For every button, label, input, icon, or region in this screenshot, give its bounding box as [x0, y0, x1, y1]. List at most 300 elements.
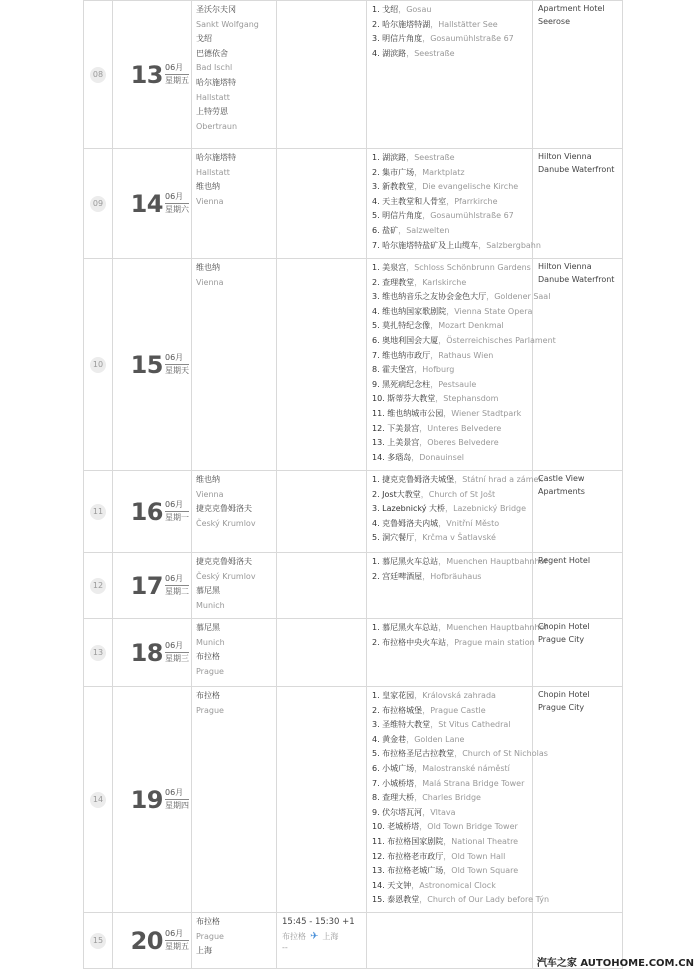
month-weekday: [165, 63, 189, 86]
spot-item: [372, 3, 522, 18]
spot-local-name: Královská zahrada: [422, 691, 496, 700]
spot-local-name: Oberes Belvedere: [427, 438, 499, 448]
spot-local-name: Muenchen Hauptbahnhof: [446, 557, 548, 566]
spot-local-name: Krčma v Šatlavské: [422, 533, 496, 543]
spot-separator: ，: [435, 394, 444, 404]
spot-item: [372, 378, 522, 393]
spot-separator: ，: [419, 423, 428, 433]
date-group: [113, 638, 191, 667]
route-to: 上海: [322, 931, 339, 941]
month-weekday: [165, 574, 189, 597]
date-cell: [113, 1, 192, 149]
city-cell: [192, 687, 277, 913]
spot-local-name: Seestraße: [414, 48, 455, 58]
spot-name: 3. 明信片角度: [372, 34, 423, 44]
day-index-cell: [84, 619, 113, 687]
spot-separator: ，: [438, 518, 447, 528]
table-row: [84, 259, 623, 471]
spot-item: [372, 349, 522, 364]
spot-separator: ，: [414, 793, 423, 803]
date-group: [113, 497, 191, 526]
city-name-en: Vienna: [196, 489, 224, 499]
spot-local-name: Hofbräuhaus: [430, 571, 482, 581]
spot-item: [372, 879, 522, 894]
spot-name: 13. 布拉格老城广场: [372, 866, 444, 876]
month-weekday: [165, 641, 189, 664]
date-cell: [113, 687, 192, 913]
spot-name: 2. Jost大教堂: [372, 489, 421, 499]
hotel-name-line: Regent Hotel: [538, 556, 591, 565]
spot-local-name: Gosaumühlstraße 67: [430, 34, 514, 44]
day-index-badge: 14: [90, 792, 106, 808]
spot-separator: ，: [438, 623, 447, 632]
spot-item: [372, 555, 548, 570]
spot-item: [372, 893, 550, 908]
spot-local-name: Mozart Denkmal: [438, 321, 504, 331]
date-group: [113, 785, 191, 814]
table-row: [84, 471, 623, 553]
spot-name: 2. 宫廷啤酒屋: [372, 571, 423, 581]
date-group: [113, 60, 191, 89]
spot-local-name: Prague Castle: [430, 705, 486, 715]
day-index-cell: [84, 259, 113, 471]
spot-name: 4. 维也纳国家歌剧院: [372, 306, 447, 316]
spot-local-name: Malostranské náměstí: [422, 763, 510, 773]
spot-separator: ，: [446, 637, 455, 647]
city-name-cn: 上特劳恩: [196, 107, 228, 117]
spot-separator: ，: [430, 720, 439, 730]
day-index-cell: [84, 687, 113, 913]
spot-separator: ，: [414, 182, 423, 192]
spot-item: [372, 290, 551, 305]
spot-local-name: Pfarrkirche: [454, 196, 498, 206]
city-name-en: Bad Ischl: [196, 63, 233, 73]
spot-local-name: Seestraße: [414, 153, 455, 162]
city-cell: [192, 1, 277, 149]
spots-cell: [367, 619, 548, 687]
spot-separator: ，: [446, 306, 455, 316]
spot-separator: ，: [430, 19, 439, 29]
spot-separator: ，: [414, 533, 423, 543]
spot-local-name: Hallstätter See: [438, 19, 498, 29]
spot-separator: ，: [454, 475, 463, 484]
city-name-cn: 维也纳: [196, 475, 220, 484]
spot-separator: ，: [430, 350, 439, 360]
spot-local-name: Die evangelische Kirche: [422, 182, 519, 192]
spot-local-name: Charles Bridge: [422, 793, 481, 803]
day-number: 14: [130, 189, 163, 218]
spot-name: 2. 查理教堂: [372, 277, 415, 287]
spot-item: [372, 239, 541, 254]
spot-local-name: Astronomical Clock: [419, 880, 496, 890]
transport-cell: [277, 259, 367, 471]
spot-name: 3. 圣维特大教堂: [372, 720, 431, 730]
spot-item: [372, 733, 522, 748]
month-label: 06月: [165, 63, 189, 75]
spot-item: [372, 850, 522, 865]
city-cell: [192, 149, 277, 259]
month-label: 06月: [165, 500, 189, 512]
flight-route: [282, 930, 366, 945]
spot-item: [372, 762, 522, 777]
spot-separator: ，: [486, 292, 495, 302]
spot-local-name: Hofburg: [422, 365, 455, 375]
spot-item: [372, 18, 522, 33]
spots-cell: [367, 913, 533, 969]
spot-name: 2. 集市广场: [372, 167, 415, 177]
city-name-en: Český Krumlov: [196, 518, 256, 528]
spot-separator: ，: [430, 321, 439, 331]
month-weekday: [165, 500, 189, 523]
table-row: [84, 1, 623, 149]
spot-separator: ，: [445, 504, 454, 514]
spot-separator: ，: [398, 225, 407, 235]
route-more: --: [282, 943, 288, 953]
date-cell: [113, 913, 192, 969]
spot-local-name: Pestsaule: [438, 379, 477, 389]
spot-name: 13. 上美景宫: [372, 438, 420, 448]
spot-separator: ，: [398, 5, 407, 14]
spot-separator: ，: [478, 240, 487, 250]
day-number: 19: [130, 785, 163, 814]
spot-name: 6. 奥地利国会大厦: [372, 335, 439, 345]
spot-local-name: Stephansdom: [443, 394, 499, 404]
city-name-en: Vienna: [196, 277, 224, 287]
plane-icon: ✈: [310, 930, 319, 942]
table-row: [84, 553, 623, 619]
spot-local-name: Church of Our Lady before Týn: [427, 895, 550, 905]
spot-local-name: Prague main station: [454, 637, 535, 647]
city-cell: [192, 553, 277, 619]
spot-local-name: Vltava: [430, 807, 456, 817]
spot-name: 7. 哈尔施塔特盐矿及上山缆车: [372, 240, 479, 250]
transport-cell: [277, 913, 367, 969]
transport-cell: [277, 553, 367, 619]
city-name-cn: 维也纳: [196, 263, 220, 272]
spot-separator: ，: [406, 263, 415, 272]
spot-local-name: Schloss Schönbrunn Gardens: [414, 263, 531, 272]
spot-item: [372, 407, 522, 422]
spot-local-name: Wiener Stadtpark: [451, 408, 522, 418]
day-number: 16: [130, 497, 163, 526]
spot-name: 9. 黑死病纪念柱: [372, 379, 431, 389]
city-name-en: Hallstatt: [196, 92, 230, 102]
spot-name: 5. 布拉格圣尼古拉教堂: [372, 749, 455, 759]
spot-separator: ，: [443, 408, 452, 418]
spot-item: [372, 305, 533, 320]
spot-name: 2. 布拉格中央火车站: [372, 637, 447, 647]
city-name-cn: 哈尔施塔特: [196, 77, 236, 87]
spot-separator: ，: [430, 379, 439, 389]
itinerary-body: [84, 1, 623, 969]
spot-separator: ，: [420, 489, 429, 499]
spot-separator: ，: [446, 196, 455, 206]
spot-name: 4. 黄金巷: [372, 734, 407, 744]
spot-separator: ，: [419, 438, 428, 448]
city-name-cn: 巴德依舍: [196, 48, 228, 58]
weekday-label: 星期三: [165, 654, 189, 663]
spot-name: 8. 霍夫堡宫: [372, 365, 415, 375]
hotel-name-line: Chopin Hotel: [538, 690, 590, 699]
day-index-badge: 08: [90, 67, 106, 83]
date-group: [113, 189, 191, 218]
spot-item: [372, 835, 522, 850]
spot-name: 12. 下美景宫: [372, 423, 420, 433]
date-cell: [113, 471, 192, 553]
spot-separator: ，: [422, 705, 431, 715]
spot-separator: ，: [422, 211, 431, 221]
spot-item: [372, 392, 522, 407]
spot-separator: ，: [438, 335, 447, 345]
spot-name: 7. 维也纳市政厅: [372, 350, 431, 360]
hotel-name-line: Prague City: [538, 634, 585, 644]
hotel-cell: [533, 553, 623, 619]
day-index-cell: [84, 913, 113, 969]
spot-name: 1. 美泉宫: [372, 263, 407, 272]
hotel-name-line: Castle View: [538, 474, 585, 483]
spot-local-name: Vnitřní Město: [446, 518, 500, 528]
spot-item: [372, 864, 522, 879]
spot-local-name: Unteres Belvedere: [427, 423, 502, 433]
spot-local-name: Státní hrad a zámek: [462, 475, 544, 484]
spot-name: 14. 天文钟: [372, 880, 412, 890]
month-label: 06月: [165, 192, 189, 204]
spots-cell: [367, 687, 550, 913]
spot-local-name: Church of St Nicholas: [462, 749, 548, 759]
date-cell: [113, 619, 192, 687]
watermark: 汽车之家 AUTOHOME.COM.CN: [536, 958, 694, 969]
hotel-name-line: Danube Waterfront: [538, 274, 615, 284]
city-name-cn: 慕尼黑: [196, 623, 220, 632]
day-number: 18: [130, 638, 163, 667]
hotel-name-line: Hilton Vienna: [538, 262, 592, 271]
month-label: 06月: [165, 929, 189, 941]
city-name-en: Munich: [196, 600, 225, 610]
spot-item: [372, 276, 522, 291]
spot-local-name: Church of St Jošt: [428, 489, 496, 499]
spot-name: 10. 斯蒂芬大教堂: [372, 394, 436, 404]
hotel-name-line: Seerose: [538, 16, 571, 26]
spot-name: 14. 多瑙岛: [372, 452, 412, 462]
spot-separator: ，: [443, 866, 452, 876]
spot-separator: ，: [414, 277, 423, 287]
spot-separator: ，: [414, 365, 423, 375]
spot-name: 6. 盐矿: [372, 225, 399, 235]
spot-name: 11. 维也纳城市公园: [372, 408, 444, 418]
hotel-cell: [533, 619, 623, 687]
hotel-name-line: Hilton Vienna: [538, 152, 592, 161]
transport-cell: [277, 149, 367, 259]
spot-item: [372, 151, 522, 166]
spot-name: 7. 小城桥塔: [372, 778, 415, 788]
city-name-en: Český Krumlov: [196, 571, 256, 581]
spot-name: 11. 布拉格国家剧院: [372, 836, 444, 846]
spot-local-name: Old Town Hall: [451, 851, 506, 861]
spot-name: 6. 小城广场: [372, 763, 415, 773]
month-label: 06月: [165, 353, 189, 365]
spot-item: [372, 689, 522, 704]
spot-local-name: Gosau: [406, 5, 432, 14]
spot-local-name: Gosaumühlstraße 67: [430, 211, 514, 221]
spot-item: [372, 334, 556, 349]
spot-item: [372, 422, 522, 437]
date-cell: [113, 149, 192, 259]
spot-local-name: Salzbergbahn: [486, 240, 541, 250]
city-name-en: Prague: [196, 705, 224, 715]
spot-local-name: National Theatre: [451, 836, 519, 846]
transport-cell: [277, 619, 367, 687]
city-name-en: Vienna: [196, 196, 224, 206]
transport-cell: [277, 1, 367, 149]
day-index-cell: [84, 149, 113, 259]
day-number: 13: [130, 60, 163, 89]
spot-local-name: Golden Lane: [414, 734, 465, 744]
spot-item: [372, 718, 522, 733]
city-cell: [192, 471, 277, 553]
hotel-cell: [533, 471, 623, 553]
weekday-label: 星期六: [165, 205, 189, 214]
city-name-en: Obertraun: [196, 121, 238, 131]
hotel-cell: [533, 1, 623, 149]
city-name-cn: 捷克克鲁姆洛夫: [196, 557, 252, 566]
spots-cell: [367, 1, 533, 149]
spot-name: 1. 皇家花园: [372, 691, 415, 700]
spot-item: [372, 747, 548, 762]
spot-separator: ，: [422, 34, 431, 44]
city-cell: [192, 259, 277, 471]
spot-separator: ，: [414, 167, 423, 177]
weekday-label: 星期二: [165, 587, 189, 596]
month-weekday: [165, 353, 189, 376]
day-index-badge: 15: [90, 933, 106, 949]
spot-name: 5. 莫扎特纪念像: [372, 321, 431, 331]
spot-name: 1. 湖滨路: [372, 153, 407, 162]
spot-item: [372, 636, 535, 651]
city-cell: [192, 913, 277, 969]
spot-item: [372, 319, 522, 334]
city-name-en: Prague: [196, 931, 224, 941]
spot-name: 1. 捷克克鲁姆洛夫城堡: [372, 475, 455, 484]
spot-item: [372, 261, 531, 276]
month-weekday: [165, 929, 189, 952]
spot-separator: ，: [411, 880, 420, 890]
spot-item: [372, 166, 522, 181]
city-name-cn: 布拉格: [196, 691, 220, 700]
spot-local-name: Malá Strana Bridge Tower: [422, 778, 525, 788]
spot-name: 8. 查理大桥: [372, 793, 415, 803]
day-index-badge: 13: [90, 645, 106, 661]
spot-separator: ，: [406, 48, 415, 58]
spot-name: 5. 明信片角度: [372, 211, 423, 221]
city-name-cn: 哈尔施塔特: [196, 153, 236, 162]
day-number: 20: [130, 926, 163, 955]
spot-local-name: Vienna State Opera: [454, 306, 533, 316]
month-weekday: [165, 192, 189, 215]
city-name-cn: 布拉格: [196, 652, 220, 662]
spot-item: [372, 820, 522, 835]
spot-name: 5. 洞穴餐厅: [372, 533, 415, 543]
spot-name: 3. 新教教堂: [372, 182, 415, 192]
itinerary-table: [83, 0, 623, 969]
spot-item: [372, 531, 522, 546]
spot-item: [372, 621, 548, 636]
spot-item: [372, 488, 522, 503]
spot-item: [372, 451, 522, 466]
spot-local-name: Rathaus Wien: [438, 350, 494, 360]
spot-item: [372, 224, 522, 239]
spot-separator: ，: [422, 807, 431, 817]
date-cell: [113, 553, 192, 619]
table-row: [84, 619, 623, 687]
spot-local-name: Goldener Saal: [494, 292, 551, 302]
date-group: [113, 571, 191, 600]
spot-item: [372, 777, 525, 792]
spot-name: 4. 天主教堂和人骨室: [372, 196, 447, 206]
city-name-cn: 布拉格: [196, 917, 220, 926]
city-name-en: Munich: [196, 637, 225, 647]
spots-cell: [367, 149, 541, 259]
spot-local-name: Muenchen Hauptbahnhof: [446, 623, 548, 632]
spot-name: 10. 老城桥塔: [372, 822, 420, 832]
day-index-cell: [84, 1, 113, 149]
spot-item: [372, 32, 522, 47]
city-name-cn: 维也纳: [196, 182, 220, 192]
spot-item: [372, 502, 527, 517]
spot-item: [372, 517, 522, 532]
day-number: 15: [130, 350, 163, 379]
city-name-cn: 圣沃尔夫冈: [196, 5, 236, 14]
spot-separator: ，: [406, 153, 415, 162]
spot-separator: ，: [443, 851, 452, 861]
route-from: 布拉格: [282, 931, 306, 941]
spot-separator: ，: [406, 734, 415, 744]
hotel-cell: [533, 149, 623, 259]
hotel-name-line: Chopin Hotel: [538, 622, 590, 631]
date-group: [113, 350, 191, 379]
spot-separator: ，: [419, 895, 428, 905]
spot-separator: ，: [414, 763, 423, 773]
month-label: 06月: [165, 641, 189, 653]
spot-item: [372, 195, 522, 210]
hotel-cell: [533, 259, 623, 471]
weekday-label: 星期五: [165, 76, 189, 85]
date-cell: [113, 259, 192, 471]
day-index-badge: 12: [90, 578, 106, 594]
spot-item: [372, 473, 544, 488]
spot-item: [372, 791, 522, 806]
spots-cell: [367, 553, 548, 619]
spot-name: 1. 戈绍: [372, 5, 399, 14]
spot-separator: ，: [414, 778, 423, 788]
spot-name: 1. 慕尼黑火车总站: [372, 623, 439, 632]
spot-local-name: Österreichisches Parlament: [446, 335, 556, 345]
spot-item: [372, 180, 522, 195]
city-name-en: Prague: [196, 666, 224, 676]
city-cell: [192, 619, 277, 687]
weekday-label: 星期天: [165, 366, 189, 375]
hotel-name-line: Apartment Hotel: [538, 4, 605, 13]
spot-separator: ，: [411, 452, 420, 462]
day-index-badge: 09: [90, 196, 106, 212]
spot-name: 1. 慕尼黑火车总站: [372, 557, 439, 566]
hotel-name-line: Prague City: [538, 702, 585, 712]
day-index-cell: [84, 553, 113, 619]
spot-local-name: Karlskirche: [422, 277, 467, 287]
city-name-cn: 戈绍: [196, 34, 212, 44]
spot-name: 2. 布拉格城堡: [372, 705, 423, 715]
date-group: [113, 926, 191, 955]
hotel-name-line: Danube Waterfront: [538, 164, 615, 174]
